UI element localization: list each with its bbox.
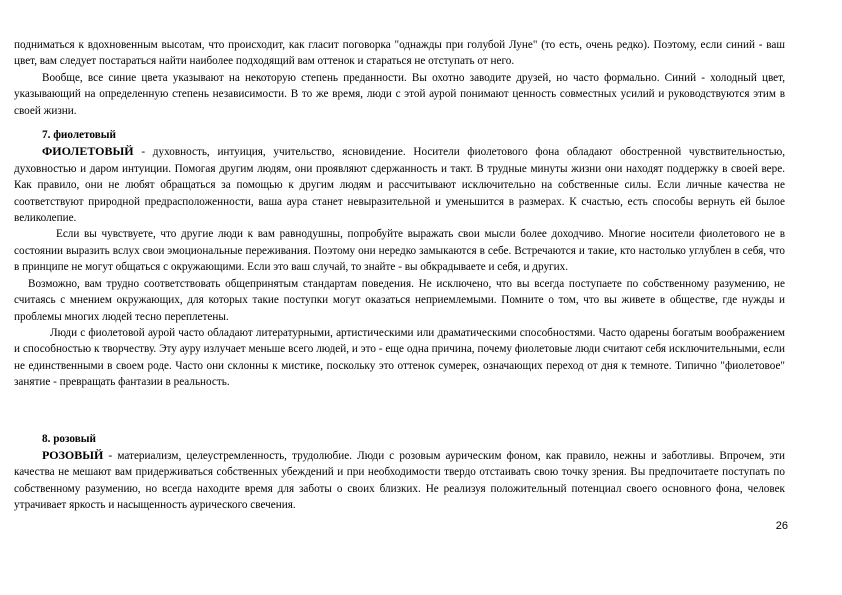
section-spacer <box>14 119 785 127</box>
pink-paragraph-1 <box>14 447 785 514</box>
violet-paragraph-1 <box>14 143 785 226</box>
pink-paragraph-1-text: - материализм, целеустремленность, трудолюбие. Люди с розовым аурическим фоном, как правило, нежны и заботливы. Впрочем, эти качества не мешают вам придерживаться собственных убеждений и при необходимости твердо отстаивать свою точку зрения. Вы предпочитаете поступать по собственному разумению, но всегда находите время для заботы о своих близких. Не реализуя положительный потенциал своего основного фона, человек утрачивает яркость и насыщенность аурического свечения. <box>14 449 785 512</box>
pink-heading: 8. розовый <box>42 432 96 445</box>
page-content <box>14 37 785 514</box>
section-spacer <box>14 391 785 431</box>
violet-lead-term: ФИОЛЕТОВЫЙ <box>42 144 134 159</box>
blue-paragraph-1: подниматься к вдохновенным высотам, что происходит, как гласит поговорка "однажды при голубой Луне" (то есть, очень редко). Поэтому, если синий - ваш цвет, вам следует постараться найти наиболее подходящий вам оттенок и стараться не отступать от него. <box>14 39 785 68</box>
pink-lead-term: РОЗОВЫЙ <box>42 447 104 462</box>
violet-paragraph-2: Если вы чувствуете, что другие люди к вам равнодушны, попробуйте выражать свои мысли более доходчиво. Многие носители фиолетового не в состоянии выразить вслух свои эмоциональные переживания. Поэтому они нередко замыкаются в себе. Встречаются и такие, кто настолько углублен в себя, что в принципе не могут общаться с окружающими. Если это ваш случай, то знайте - вы обкрадываете и себя, и других. <box>14 228 785 274</box>
violet-paragraph-3: Возможно, вам трудно соответствовать общепринятым стандартам поведения. Не исключено, что вы всегда поступаете по собственному разумению, не считаясь с мнением окружающих, для которых такие поступки могут оказаться неприемлемыми. Помните о том, что вы живете в обществе, где нужды и проблемы многих людей тесно переплетены. <box>14 277 785 323</box>
page-number: 26 <box>775 520 788 532</box>
violet-paragraph-1-text: - духовность, интуиция, учительство, ясновидение. Носители фиолетового фона обладают обостренной чувствительностью, духовностью и даром интуиции. Помогая другим людям, они проявляют сдержанность и такт. В трудные минуты жизни они находят поддержку в своей вере. Как правило, они не любят обращаться за помощью к другим людям и рассчитывают исключительно на собственные силы. Если личные качества не соответствуют природной предрасположенности, ваша аура станет невыразительной и уменьшится в размерах. К счастью, есть способы вернуть ей былое великолепие. <box>14 146 785 225</box>
blue-paragraph-2: Вообще, все синие цвета указывают на некоторую степень преданности. Вы охотно заводите друзей, но часто формально. Синий - холодный цвет, указывающий на определенную степень независимости. В то же время, люди с этой аурой понимают ценность совместных усилий и руководствуются этим в своей жизни. <box>14 71 785 117</box>
violet-paragraph-4: Люди с фиолетовой аурой часто обладают литературными, артистическими или драматическими способностями. Часто одарены богатым воображением и способностью к творчеству. Эту ауру излучает меньше всего людей, и это - еще одна причина, почему фиолетовые люди считают себя исключительными, если не единственными в своем роде. Часто они склонны к мистике, поскольку это оттенок сумерек, означающих переход от дня к темноте. Типично "фиолетовое" занятие - превращать фантазии в реальность. <box>14 326 785 389</box>
violet-heading: 7. фиолетовый <box>42 129 116 142</box>
